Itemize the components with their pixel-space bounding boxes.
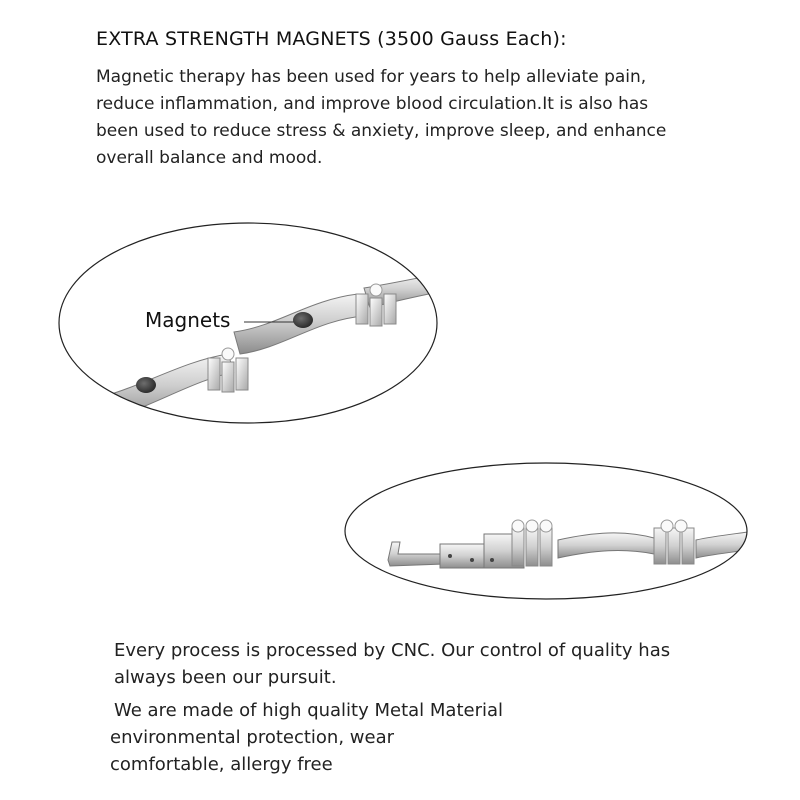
- intro-line: been used to reduce stress & anxiety, improve sleep, and enhance: [96, 121, 667, 141]
- magnets-label: Magnets: [145, 308, 231, 332]
- magnet-dot: [293, 312, 313, 328]
- material-line: We are made of high quality Metal Material: [114, 700, 504, 721]
- cnc-paragraph: [114, 637, 670, 691]
- intro-line: overall balance and mood.: [96, 148, 323, 168]
- magnet-dot: [136, 377, 156, 393]
- intro-paragraph: [96, 64, 746, 172]
- bracelet-magnets-closeup: [58, 222, 438, 424]
- material-line: environmental protection, wear: [110, 727, 395, 748]
- intro-line: reduce inflammation, and improve blood circulation.It is also has: [96, 94, 649, 114]
- bracelet-clasp-closeup: [344, 462, 748, 600]
- material-line: comfortable, allergy free: [110, 754, 333, 775]
- intro-line: Magnetic therapy has been used for years to help alleviate pain,: [96, 67, 647, 87]
- section-heading: EXTRA STRENGTH MAGNETS (3500 Gauss Each):: [96, 28, 567, 50]
- cnc-line: Every process is processed by CNC. Our control of quality has: [114, 640, 671, 661]
- material-paragraph: [110, 697, 503, 778]
- cnc-line: always been our pursuit.: [114, 667, 337, 688]
